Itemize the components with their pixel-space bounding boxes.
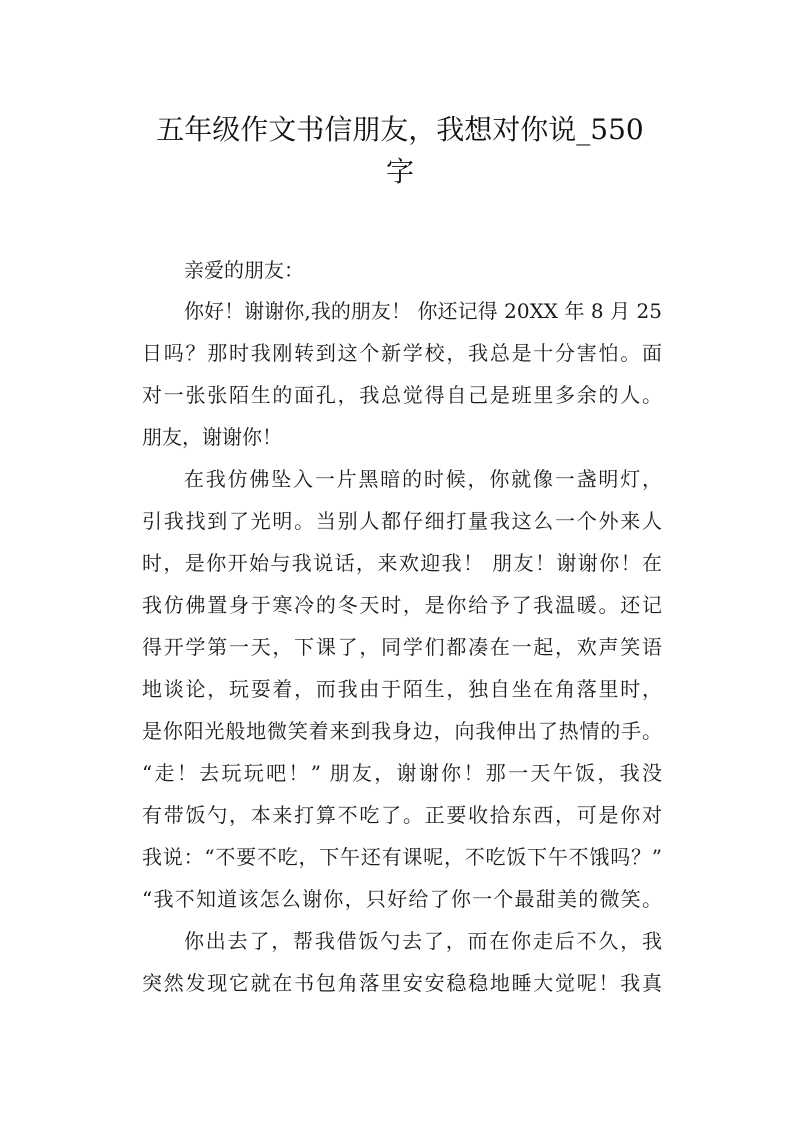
body-line: 我说：“不要不吃，下午还有课呢，不吃饭下午不饿吗？”	[142, 845, 662, 869]
body-line: 是你阳光般地微笑着来到我身边，向我伸出了热情的手。	[142, 719, 662, 743]
salutation: 亲爱的朋友：	[184, 258, 304, 282]
body-line: 我仿佛置身于寒冷的冬天时，是你给予了我温暖。还记	[142, 593, 662, 617]
body-line: 在我仿佛坠入一片黑暗的时候，你就像一盏明灯，	[184, 467, 662, 491]
body-line: 时，是你开始与我说话，来欢迎我！ 朋友！谢谢你！在	[142, 551, 662, 575]
body-line: 有带饭勺，本来打算不吃了。正要收拾东西，可是你对	[142, 803, 662, 827]
body-line: 日吗？那时我刚转到这个新学校，我总是十分害怕。面	[142, 341, 662, 365]
body-line: 得开学第一天，下课了，同学们都凑在一起，欢声笑语	[142, 635, 662, 659]
body-line: 对一张张陌生的面孔，我总觉得自己是班里多余的人。	[142, 383, 662, 407]
body-line: “我不知道该怎么谢你，只好给了你一个最甜美的微笑。	[142, 887, 662, 911]
body-line: 地谈论，玩耍着，而我由于陌生，独自坐在角落里时，	[142, 677, 662, 701]
body-line: 引我找到了光明。当别人都仔细打量我这么一个外来人	[142, 509, 662, 533]
body-line: “走！去玩玩吧！” 朋友，谢谢你！那一天午饭，我没	[142, 761, 662, 785]
body-line: 朋友，谢谢你！	[142, 425, 282, 449]
body-line: 你好！谢谢你,我的朋友！ 你还记得 20XX 年 8 月 25	[184, 299, 662, 323]
document-title: 五年级作文书信朋友，我想对你说_550	[156, 113, 644, 146]
document-title-continued: 字	[385, 155, 414, 188]
body-line: 你出去了，帮我借饭勺去了，而在你走后不久，我	[184, 929, 662, 953]
body-line: 突然发现它就在书包角落里安安稳稳地睡大觉呢！我真	[142, 971, 662, 995]
